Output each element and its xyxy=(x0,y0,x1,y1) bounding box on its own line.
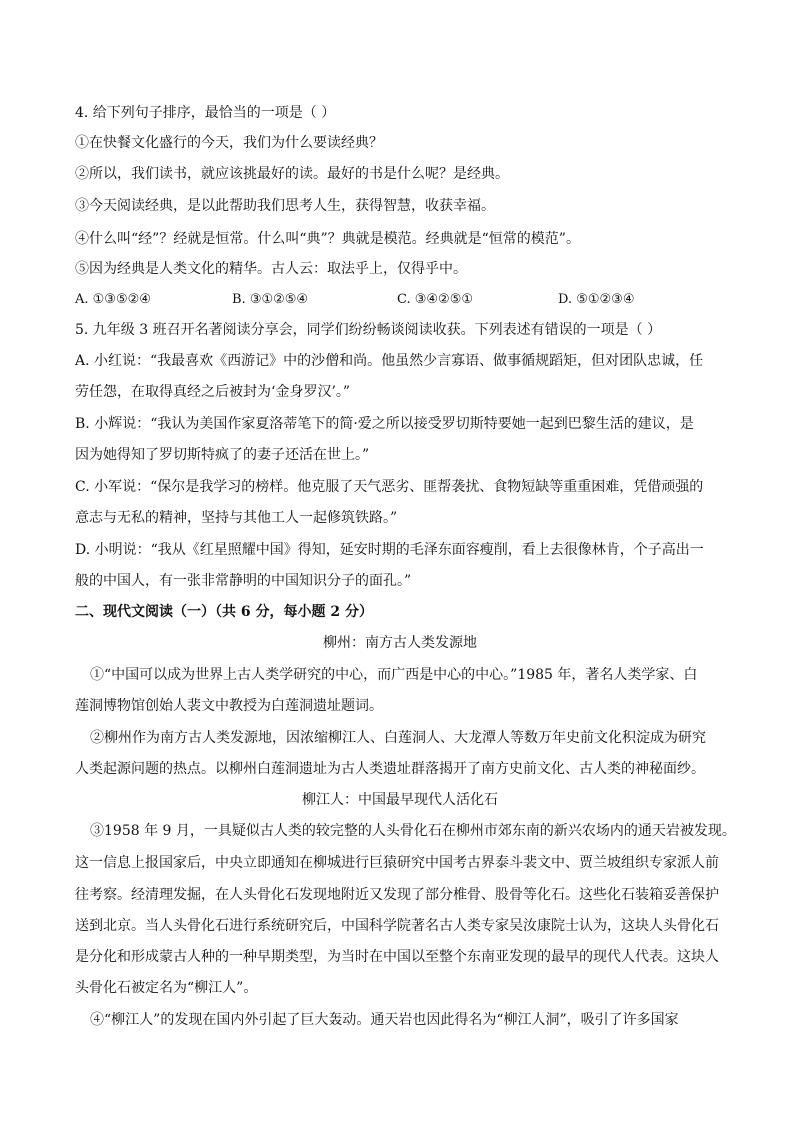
paragraph-2-line-2: 人类起源问题的热点。以柳州白莲洞遗址为古人类遗址群落揭开了南方史前文化、古人类的神秘面纱。 xyxy=(75,761,705,777)
question-4-option-c: C. ③④②⑤① xyxy=(397,292,474,307)
question-5-option-d-line-1: D. 小明说：“我从《红星照耀中国》得知，延安时期的毛泽东面容瘦削，看上去很像林肯，个子高出一 xyxy=(75,542,704,558)
question-5-option-a-line-2: 劳任怨，在取得真经之后被封为‘金身罗汉’。” xyxy=(75,384,351,400)
paragraph-2-line-1: ②柳州作为南方古人类发源地，因浓缩柳江人、白莲洞人、大龙潭人等数万年史前文化积淀成为研究 xyxy=(90,730,706,746)
paragraph-1-line-2: 莲洞博物馆创始人裴文中教授为白莲洞遗址题词。 xyxy=(75,698,383,714)
paragraph-3-line-2: 这一信息上报国家后，中央立即通知在柳城进行巨猿研究中国考古界泰斗裴文中、贾兰坡组织专家派人前 xyxy=(75,855,719,871)
paragraph-4-line-1: ④“柳江人”的发现在国内外引起了巨大轰动。通天岩也因此得名为“柳江人洞”，吸引了许多国家 xyxy=(90,1012,679,1028)
paragraph-3-line-6: 头骨化石被定名为“柳江人”。 xyxy=(75,980,258,996)
article-subtitle-2: 柳江人：中国最早现代人活化石 xyxy=(302,792,498,808)
question-5-option-c-line-1: C. 小军说：“保尔是我学习的榜样。他克服了天气恶劣、匪帮袭扰、食物短缺等重重困难，凭借顽强的 xyxy=(75,479,704,495)
question-4-sentence-2: ②所以，我们读书，就应该挑最好的读。最好的书是什么呢？是经典。 xyxy=(75,166,509,182)
question-5-stem: 5. 九年级 3 班召开名著阅读分享会，同学们纷纷畅谈阅读收获。下列表述有错误的一项是（ ） xyxy=(75,322,662,338)
paragraph-1-line-1: ①“中国可以成为世界上古人类学研究的中心，而广西是中心的中心。”1985 年，著名人类学家、白 xyxy=(90,667,698,683)
paragraph-3-line-3: 往考察。经清理发掘，在人头骨化石发现地附近又发现了部分椎骨、股骨等化石。这些化石装箱妥善保护 xyxy=(75,887,719,903)
question-4-option-b: B. ③①②⑤④ xyxy=(232,292,309,307)
question-4-sentence-5: ⑤因为经典是人类文化的精华。古人云：取法乎上，仅得乎中。 xyxy=(75,261,467,277)
question-5-option-c-line-2: 意志与无私的精神，坚持与其他工人一起修筑铁路。” xyxy=(75,510,398,526)
question-4-sentence-3: ③今天阅读经典，是以此帮助我们思考人生，获得智慧，收获幸福。 xyxy=(75,198,495,214)
section-2-heading: 二、现代文阅读（一）（共 6 分，每小题 2 分） xyxy=(75,604,373,620)
question-4-option-d: D. ⑤①②③④ xyxy=(558,292,635,307)
question-4-sentence-1: ①在快餐文化盛行的今天，我们为什么要读经典？ xyxy=(75,135,383,151)
question-4-option-a: A. ①③⑤②④ xyxy=(75,292,151,307)
article-subtitle-1: 柳州：南方古人类发源地 xyxy=(323,635,477,651)
paragraph-3-line-5: 是分化和形成蒙古人种的一种早期类型，为当时在中国以至整个东南亚发现的最早的现代人代表。这块人 xyxy=(75,949,719,965)
question-4-stem: 4. 给下列句子排序，最恰当的一项是（ ） xyxy=(75,105,336,121)
paragraph-3-line-4: 送到北京。当人头骨化石进行系统研究后，中国科学院著名古人类专家吴汝康院士认为，这块人头骨化石 xyxy=(75,918,719,934)
paragraph-3-line-1: ③1958 年 9 月，一具疑似古人类的较完整的人头骨化石在柳州市郊东南的新兴农场内的通天岩被发现。 xyxy=(90,823,736,839)
question-4-sentence-4: ④什么叫“经”？经就是恒常。什么叫“典”？典就是模范。经典就是“恒常的模范”。 xyxy=(75,231,580,247)
question-5-option-b-line-1: B. 小辉说：“我认为美国作家夏洛蒂笔下的简·爱之所以接受罗切斯特要她一起到巴黎生活的建议，是 xyxy=(75,416,694,432)
question-5-option-d-line-2: 般的中国人，有一张非常静明的中国知识分子的面孔。” xyxy=(75,573,412,589)
question-5-option-a-line-1: A. 小红说：“我最喜欢《西游记》中的沙僧和尚。他虽然少言寡语、做事循规蹈矩，但对团队忠诚，任 xyxy=(75,353,704,369)
question-5-option-b-line-2: 因为她得知了罗切斯特疯了的妻子还活在世上。” xyxy=(75,447,370,463)
